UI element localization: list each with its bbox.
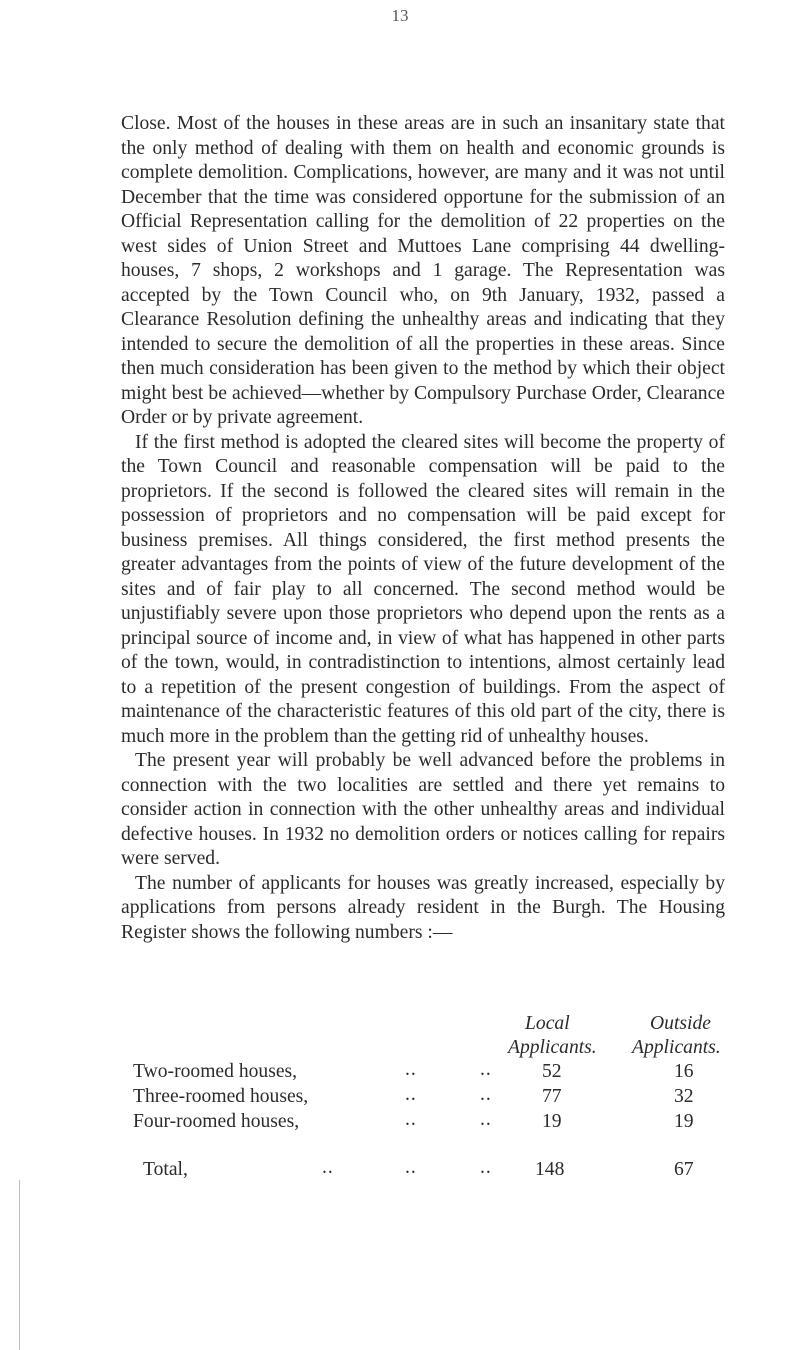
row-outside-value: 32 <box>674 1086 694 1107</box>
row-outside-value: 19 <box>674 1111 694 1132</box>
row-leader-dots: .. <box>405 1059 417 1080</box>
paragraph-4: The number of applicants for houses was greatly increased, especially by applications from persons already resident in the Burgh. The Housing Register shows the following numbers :— <box>121 872 725 943</box>
total-leader-dots: .. <box>322 1157 334 1178</box>
paragraph-3: The present year will probably be well advanced before the problems in connection with the two localities are settled and there yet remains to consider action in connection with the other unhealthy areas and individual defective houses. In 1932 no demolition orders or notices calling for repairs were served. <box>121 750 725 869</box>
row-leader-dots: .. <box>480 1059 492 1080</box>
row-leader-dots: .. <box>480 1084 492 1105</box>
header-local-line2: Applicants. <box>508 1037 597 1058</box>
row-local-value: 19 <box>542 1111 562 1132</box>
row-leader-dots: .. <box>405 1109 417 1130</box>
row-outside-value: 16 <box>674 1061 694 1082</box>
total-outside-value: 67 <box>674 1159 694 1180</box>
total-leader-dots: .. <box>405 1157 417 1178</box>
paragraph-1: Close. Most of the houses in these areas are in such an insanitary state that the only method of dealing with them on health and economic grounds is complete demolition. Complications, however, are many and it was not until December that the time was considered opportune for the submission of an Official Representation calling for the demolition of 22 properties on the west sides of Union Street and Muttoes Lane comprising 44 dwelling-houses, 7 shops, 2 workshops and 1 garage. The Representation was accepted by the Town Council who, on 9th January, 1932, passed a Clearance Resolution defining the unhealthy areas and indicating that they intended to secure the demolition of all the properties in these areas. Since then much consideration has been given to the method by which their object might best be achieved—whether by Compulsory Purchase Order, Clearance Order or by private agreement. <box>121 113 725 428</box>
row-local-value: 77 <box>542 1086 562 1107</box>
row-label: Two-roomed houses, <box>133 1061 298 1082</box>
total-leader-dots: .. <box>480 1157 492 1178</box>
page-number: 13 <box>391 6 409 25</box>
header-outside-line2: Applicants. <box>632 1037 721 1058</box>
row-label: Four-roomed houses, <box>133 1111 300 1132</box>
row-leader-dots: .. <box>480 1109 492 1130</box>
header-outside-line1: Outside <box>650 1013 711 1034</box>
scan-edge-line <box>19 1180 20 1350</box>
row-leader-dots: .. <box>405 1084 417 1105</box>
total-local-value: 148 <box>535 1159 565 1180</box>
row-local-value: 52 <box>542 1061 562 1082</box>
total-label: Total, <box>143 1159 188 1180</box>
header-local-line1: Local <box>525 1013 570 1034</box>
paragraph-2: If the first method is adopted the cleared sites will become the property of the Town Council and reasonable compensation will be paid to the proprietors. If the second is followed the cleared sites will remain in the possession of proprietors and no compensation will be paid except for business premises. All things considered, the first method presents the greater advantages from the points of view of the future development of the sites and of fair play to all concerned. The second method would be unjustifiably severe upon those proprietors who depend upon the rents as a principal source of income and, in view of what has happened in other parts of the town, would, in contradistinction to intentions, almost certainly lead to a repetition of the present congestion of buildings. From the aspect of maintenance of the characteristic features of this old part of the city, there is much more in the problem than the getting rid of unhealthy houses. <box>121 431 725 747</box>
row-label: Three-roomed houses, <box>133 1086 309 1107</box>
